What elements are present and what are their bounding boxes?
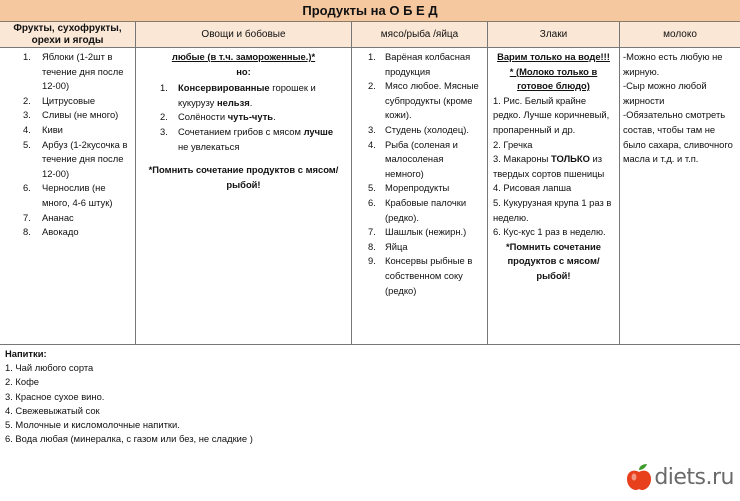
item-text: Шашлык (нежирн.)	[385, 226, 467, 238]
grain-item	[488, 152, 619, 181]
item-text: Киви	[42, 123, 63, 135]
item-text: Рыба (соленая и малосоленая немного)	[385, 138, 458, 179]
fruit-item	[0, 123, 135, 138]
meat-item	[352, 225, 487, 240]
milk-item: -Можно есть любую не жирную.	[623, 51, 723, 77]
drink-item: 4. Свежевыжатый сок	[5, 404, 100, 416]
meat-list	[352, 50, 487, 298]
item-text-part: .	[273, 111, 276, 123]
milk-column	[620, 48, 740, 344]
drink-item: 1. Чай любого сорта	[5, 362, 94, 374]
item-text: Яйца	[385, 240, 408, 252]
fruit-item	[0, 225, 135, 240]
fruit-item	[0, 181, 135, 210]
item-number: 2.	[160, 111, 168, 123]
meat-item	[352, 254, 487, 298]
table-title: Продукты на О Б Е Д	[0, 0, 740, 22]
item-text: Мясо любое. Мясные субпродукты (кроме кожи).	[385, 80, 479, 121]
vegetables-lead-underlined: любые (в т.ч. замороженные.)*	[171, 51, 316, 62]
item-text: Арбуз (1-2кусочка в течение дня после 12-00)	[42, 138, 128, 179]
item-text-part: Консервированные	[178, 82, 270, 94]
grains-note: *Помнить сочетание продуктов с мясом/рыбой!	[506, 240, 601, 281]
grain-item	[488, 94, 619, 138]
item-text-part: 5. Кукурузная крупа 1 раз в неделю.	[493, 196, 612, 223]
item-text: Чернослив (не много, 4-6 штук)	[42, 182, 113, 208]
item-number: 6.	[23, 182, 31, 194]
grain-item	[488, 181, 619, 196]
item-text-part: .	[249, 96, 253, 108]
item-text-part: ТОЛЬКО	[551, 153, 590, 165]
item-text: Авокадо	[42, 226, 79, 238]
grains-list	[488, 94, 619, 240]
drink-item: 3. Красное сухое вино.	[5, 390, 105, 402]
drink-item: 5. Молочные и кисломолочные напитки.	[5, 419, 180, 431]
vegetables-lead-rest: но:	[236, 65, 251, 77]
meat-item	[352, 123, 487, 138]
meat-item	[352, 50, 487, 79]
grain-item	[488, 196, 619, 225]
fruit-item	[0, 50, 135, 94]
item-text-part: нельзя	[216, 96, 250, 108]
logo-text: diets.ru	[654, 464, 734, 490]
fruit-item	[0, 211, 135, 226]
item-number: 6.	[368, 196, 376, 208]
drink-item: 2. Кофе	[5, 376, 40, 388]
header-fruits: Фрукты, сухофрукты, орехи и ягоды	[0, 22, 136, 48]
header-meat: мясо/рыба /яйца	[352, 22, 488, 48]
header-grains: Злаки	[488, 22, 620, 48]
item-text: Студень (холодец).	[385, 123, 469, 135]
item-text: Консервы рыбные в собственном соку (редко)	[385, 255, 473, 296]
drink-item: 6. Вода любая (минералка, с газом или без, не сладкие )	[5, 433, 253, 445]
item-text-part: 4. Рисовая лапша	[493, 182, 572, 194]
meat-column	[352, 48, 488, 344]
milk-item: -Обязательно смотреть состав, чтобы там не было сахара, сливочного масла и т.д. и т.п.	[623, 109, 733, 165]
item-number: 5.	[23, 138, 31, 150]
grains-lead: Варим только на воде!!! * (Молоко только в готовое блюдо)	[497, 51, 610, 92]
item-text-part: чуть-чуть	[227, 111, 274, 123]
item-text-part: Солёности	[178, 111, 228, 123]
item-text-part: не увлекаться	[178, 140, 240, 152]
item-number: 7.	[368, 226, 376, 238]
vegetables-list	[136, 81, 351, 154]
vegetables-lead	[136, 48, 351, 79]
vegetable-item	[136, 125, 351, 154]
header-milk: молоко	[620, 22, 740, 48]
fruits-column	[0, 48, 136, 344]
grain-item	[488, 138, 619, 153]
meat-item	[352, 240, 487, 255]
item-number: 4.	[23, 123, 31, 135]
item-text-part: 1. Рис. Белый крайне редко. Лучше коричневый, пропаренный и др.	[493, 94, 610, 135]
meat-item	[352, 79, 487, 123]
grains-column	[488, 48, 620, 344]
item-number: 3.	[23, 109, 31, 121]
item-text-part: горошек и кукурузу	[178, 82, 316, 108]
fruit-item	[0, 138, 135, 182]
fruits-list	[0, 50, 135, 240]
item-number: 3.	[160, 125, 168, 137]
item-number: 9.	[368, 255, 376, 267]
meat-item	[352, 181, 487, 196]
item-text-part: лучше	[303, 125, 334, 137]
item-text: Крабовые палочки (редко).	[385, 196, 467, 223]
item-number: 5.	[368, 182, 376, 194]
milk-item: -Сыр можно любой жирности	[623, 80, 707, 106]
header-vegetables: Овощи и бобовые	[136, 22, 352, 48]
drinks-title: Напитки:	[5, 348, 47, 359]
item-text-part: Сочетанием грибов с мясом	[178, 125, 304, 137]
meat-item	[352, 138, 487, 182]
item-number: 4.	[368, 138, 376, 150]
item-number: 8.	[368, 240, 376, 252]
vegetable-item	[136, 81, 351, 110]
item-text-part: 2. Гречка	[493, 138, 533, 150]
item-text: Морепродукты	[385, 182, 450, 194]
fruit-item	[0, 108, 135, 123]
item-text: Яблоки (1-2шт в течение дня после 12-00)	[42, 51, 124, 92]
item-number: 2.	[368, 80, 376, 92]
item-number: 1.	[160, 82, 168, 94]
meat-item	[352, 196, 487, 225]
item-number: 7.	[23, 211, 31, 223]
milk-list	[620, 50, 740, 167]
vegetable-item	[136, 110, 351, 125]
diets-logo[interactable]	[626, 463, 734, 491]
item-text: Цитрусовые	[42, 94, 96, 106]
item-number: 3.	[368, 123, 376, 135]
fruit-item	[0, 94, 135, 109]
item-text: Ананас	[42, 211, 74, 223]
item-number: 2.	[23, 94, 31, 106]
vegetables-note: *Помнить сочетание продуктов с мясом/рыбой!	[148, 164, 339, 190]
item-text: Варёная колбасная продукция	[385, 51, 471, 77]
item-text-part: 6. Кус-кус 1 раз в неделю.	[493, 226, 606, 238]
vegetables-column	[136, 48, 352, 344]
item-number: 1.	[368, 51, 376, 62]
item-text-part: из твердых сортов пшеницы	[493, 153, 605, 179]
apple-icon	[626, 463, 652, 491]
item-text-part: 3. Макароны	[493, 153, 552, 165]
grain-item	[488, 225, 619, 240]
item-number: 1.	[23, 51, 31, 62]
item-number: 8.	[23, 226, 31, 238]
drinks-list	[5, 361, 735, 446]
item-text: Сливы (не много)	[42, 109, 119, 121]
